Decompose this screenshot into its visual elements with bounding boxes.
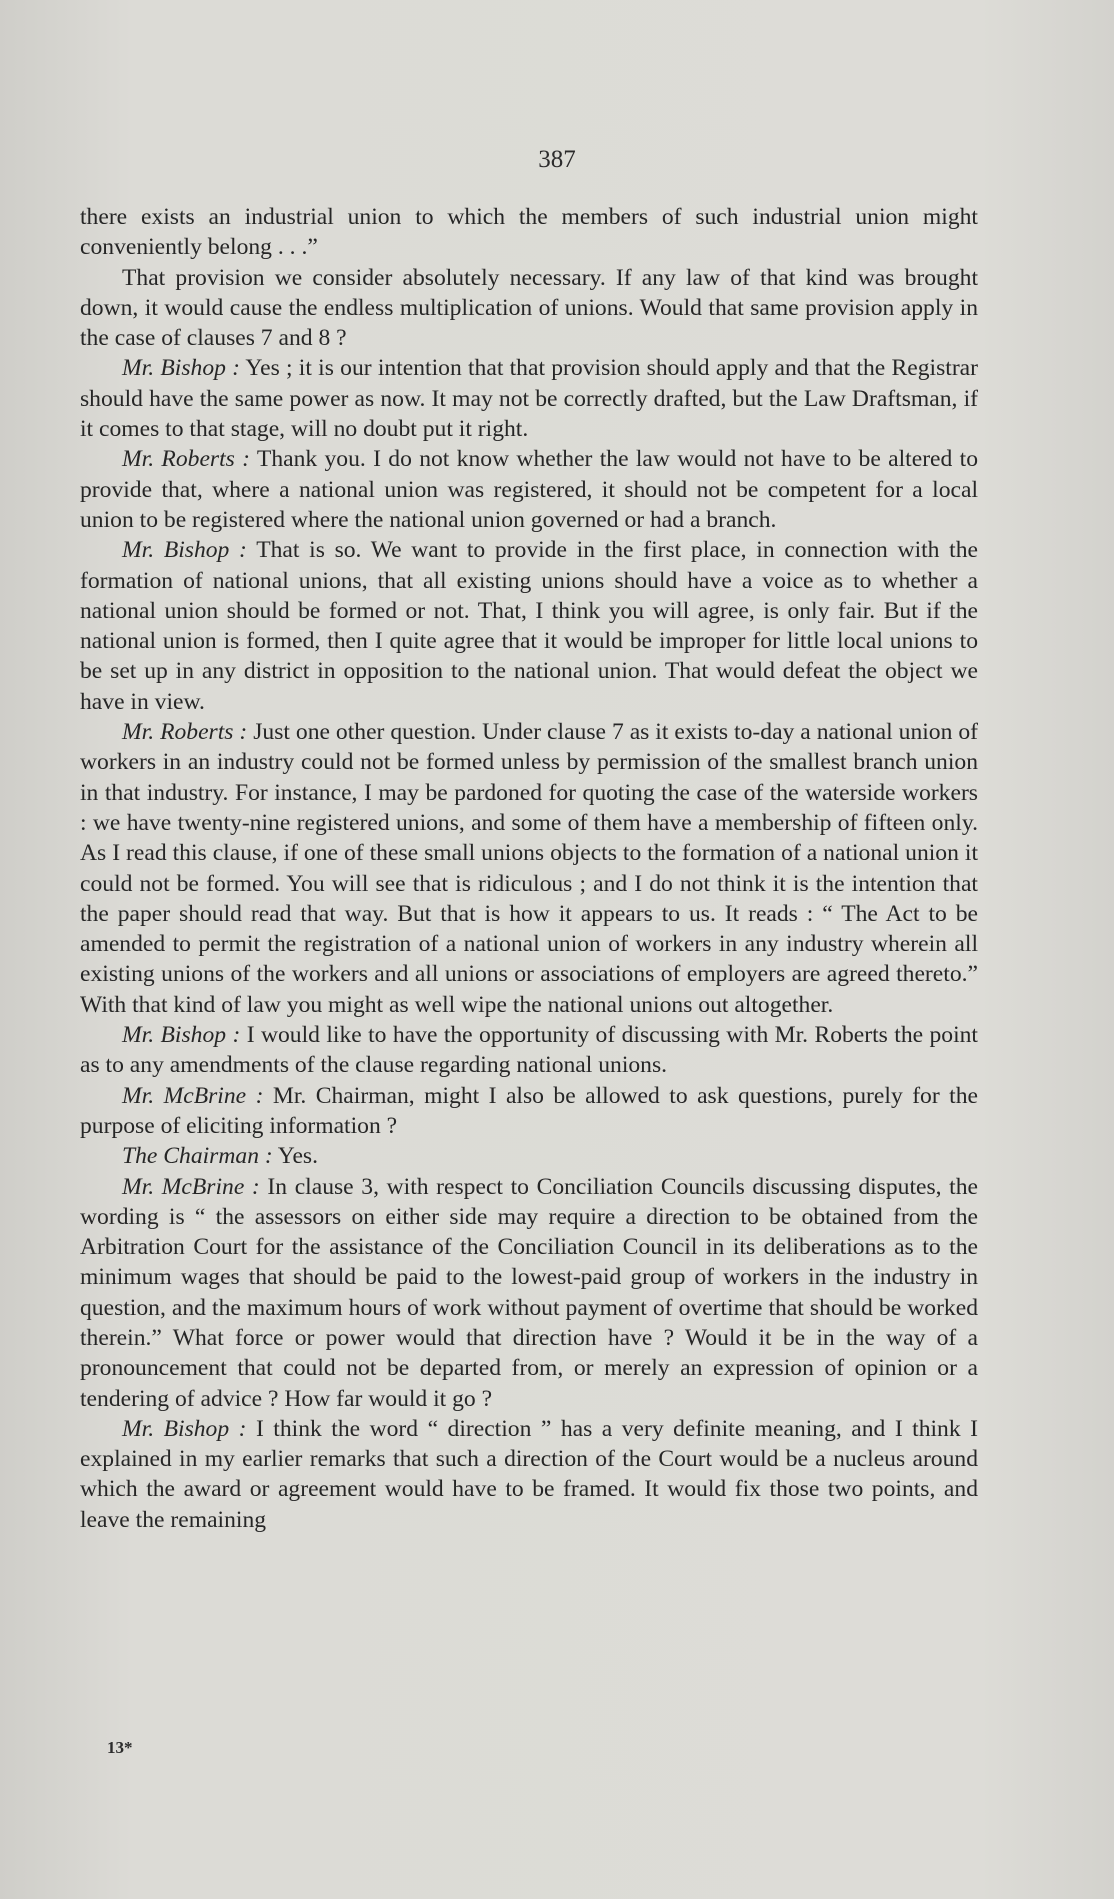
speaker-label: Mr. Bishop : — [122, 1415, 247, 1442]
paragraph-text: Yes. — [277, 1143, 319, 1170]
paragraph — [80, 717, 978, 1020]
paragraph-text: Thank you. I do not know whether the law would not have to be altered to provide that, where a national union was registered, it should not be competent for a local union to be registered where the national union governed or had a branch. — [80, 446, 978, 533]
paragraph-text: there exists an industrial union to which the members of such industrial union might conveniently belong . . .” — [80, 204, 978, 261]
paragraph — [80, 353, 978, 444]
speaker-label: Mr. Bishop : — [122, 537, 247, 564]
signature-mark: 13* — [107, 1738, 133, 1757]
paragraph-text: Just one other question. Under clause 7 as it exists to-day a national union of workers in an industry could not be formed unless by permission of the smallest branch union in that industry. For instance, I may be pardoned for quoting the case of the waterside workers : we have twenty-nine registered unions, and some of them have a membership of fifteen only. As I read this clause, if one of these small unions objects to the formation of a national union it could not be formed. You will see that is ridiculous ; and I do not think it is the intention that the paper should read that way. But that is how it appears to us. It reads : “ The Act to be amended to permit the registration of a national union of workers in any industry wherein all existing unions of the workers and all unions or associations of employers are agreed thereto.” With that kind of law you might as well wipe the national unions out altogether. — [80, 719, 978, 1018]
paragraph-text: I think the word “ direction ” has a very definite meaning, and I think I explained in my earlier remarks that such a direction of the Court would be a nucleus around which the award or agreement would have to be framed. It would fix those two points, and leave the remaining — [80, 1415, 978, 1533]
speaker-label: Mr. McBrine : — [122, 1082, 264, 1109]
speaker-label: Mr. Bishop : — [122, 355, 241, 382]
paragraph-text: Mr. Chairman, might I also be allowed to ask questions, purely for the purpose of eliciting information ? — [80, 1082, 978, 1139]
paragraph — [80, 1020, 978, 1081]
paragraph — [80, 1414, 978, 1535]
paragraph — [80, 1172, 978, 1414]
paragraph-text: In clause 3, with respect to Conciliation Councils discussing disputes, the wording is “ the assessors on either side may require a direction to be obtained from the Arbitration Court for the assistance of the Conciliation Council in its deliberations as to the minimum wages that should be paid to the lowest-paid group of workers in the industry in question, and the maximum hours of work without payment of overtime that should be worked therein.” What force or power would that direction have ? Would it be in the way of a pronouncement that could not be departed from, or merely an expression of opinion or a tendering of advice ? How far would it go ? — [80, 1173, 979, 1412]
speaker-label: The Chairman : — [122, 1143, 273, 1170]
paragraph — [80, 202, 978, 263]
speaker-label: Mr. Roberts : — [122, 719, 248, 746]
paragraph — [80, 1141, 978, 1171]
paragraph — [80, 1081, 978, 1142]
paragraph — [80, 444, 978, 535]
paragraph-text: That is so. We want to provide in the first place, in connection with the formation of national unions, that all existing unions should have a voice as to whether a national union should be formed or not. That, I think you will agree, is only fair. But if the national union is formed, then I quite agree that it would be improper for little local unions to be set up in any district in opposition to the national union. That would defeat the object we have in view. — [80, 537, 979, 715]
paragraph-text: That provision we consider absolutely necessary. If any law of that kind was brought down, it would cause the endless multiplication of unions. Would that same provision apply in the case of clauses 7 and 8 ? — [80, 264, 978, 352]
page-number: 387 — [538, 146, 576, 173]
document-body — [80, 202, 978, 1535]
paragraph — [80, 535, 978, 717]
speaker-label: Mr. Roberts : — [122, 446, 251, 473]
paragraph-text: I would like to have the opportunity of discussing with Mr. Roberts the point as to any amendments of the clause regarding national unions. — [80, 1022, 978, 1079]
paragraph-text: Yes ; it is our intention that that provision should apply and that the Registrar should have the same power as now. It may not be correctly drafted, but the Law Draftsman, if it comes to that stage, will no doubt put it right. — [80, 355, 979, 443]
speaker-label: Mr. Bishop : — [122, 1022, 241, 1049]
paragraph — [80, 263, 978, 354]
speaker-label: Mr. McBrine : — [122, 1173, 260, 1200]
